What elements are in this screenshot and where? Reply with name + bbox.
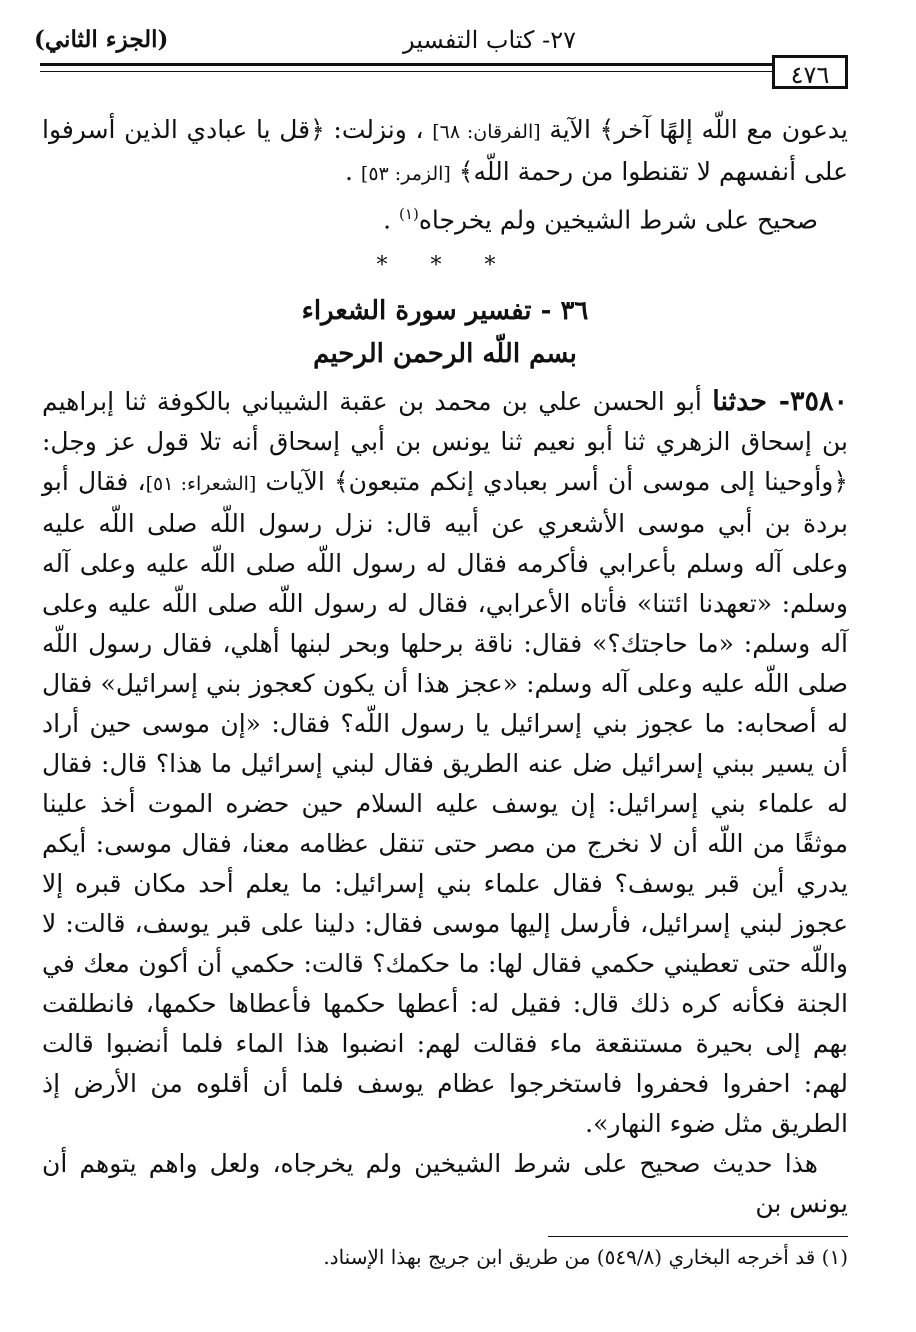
text-segment: يدعون مع اللّه إلهًا آخر﴾ الآية	[540, 115, 848, 144]
closing-paragraph: هذا حديث صحيح على شرط الشيخين ولم يخرجاه، ولعل واهم يتوهم أن يونس بن	[42, 1149, 848, 1219]
page-header	[30, 26, 876, 66]
paragraph-continuation	[42, 110, 848, 194]
basmala: بسم اللّه الرحمن الرحيم	[313, 339, 577, 370]
text-segment: .	[345, 157, 353, 186]
page-number: ٤٧٦	[772, 55, 848, 89]
quran-reference: [الشعراء: ٥١]	[145, 473, 257, 496]
surah-heading: ٣٦ - تفسير سورة الشعراء	[301, 296, 589, 327]
quran-reference: [الفرقان: ٦٨]	[432, 121, 541, 143]
text-segment: .	[383, 205, 400, 235]
chapter-title: ٢٧- كتاب التفسير	[403, 26, 576, 54]
header-rule-thin	[40, 71, 804, 72]
hadith-number: ٣٥٨٠- حدثنا	[712, 386, 849, 418]
text-segment: ، فقال أبو بردة بن أبي موسى الأشعري عن أبيه قال: نزل رسول اللّه صلى اللّه عليه وعلى آله وسلم بأعرابي فأكرمه فقال له رسول اللّه صلى اللّه عليه وعلى آله وسلم: «تعهدنا ائتنا» فأتاه الأعرابي، فقال له رسول اللّه صلى اللّه عليه وعلى آله وسلم: «ما حاجتك؟» فقال: ناقة برحلها وبحر لبنها أهلي، فقال رسول اللّه صلى اللّه عليه وعلى آله وسلم: «عجز هذا أن يكون كعجوز بني إسرائيل» فقال له أصحابه: ما عجوز بني إسرائيل يا رسول اللّه؟ فقال: «إن موسى حين أراد أن يسير ببني إسرائيل ضل عنه الطريق فقال لبني إسرائيل ما هذا؟ قال: فقال له علماء بني إسرائيل: إن يوسف عليه السلام حين حضره الموت أخذ علينا موثقًا من اللّه أن لا نخرج من مصر حتى تنقل عظامه معنا، فقال موسى: أيكم يدري أين قبر يوسف؟ فقال علماء بني إسرائيل: ما يعلم أحد مكان قبره إلا عجوز لبني إسرائيل، فأرسل إليها موسى فقال: دلينا على قبر يوسف، قالت: لا واللّه حتى تعطيني حكمي فقال لها: ما حكمك؟ قالت: حكمي أن أكون معك في الجنة فكأنه كره ذلك قال: فقيل له: أعطها حكمها فأعطاها حكمها، فانطلقت بهم إلى بحيرة مستنقعة ماء فقالت لهم: انضبوا هذا الماء فلما أنضبوا قالت لهم: احفروا فحفروا فاستخرجوا عظام يوسف فلما أن أقلوه من الأرض إذ الطريق مثل ضوء النهار».	[42, 467, 848, 1139]
section-separator: * * *	[376, 253, 514, 279]
part-label: (الجزء الثاني)	[34, 26, 169, 53]
footnote: (١) قد أخرجه البخاري (٥٤٩/٨) من طريق ابن جريج بهذا الإسناد.	[323, 1245, 848, 1269]
footnote-rule	[548, 1236, 848, 1237]
header-rule	[40, 63, 804, 66]
grading-note	[42, 194, 848, 240]
text-segment: صحيح على شرط الشيخين ولم يخرجاه	[418, 205, 818, 235]
main-text	[42, 110, 848, 1224]
hadith-paragraph	[42, 382, 848, 1144]
quran-reference: [الزمر: ٥٣]	[360, 163, 451, 185]
footnote-marker: (١)	[399, 205, 419, 223]
text-segment: أبو الحسن علي بن محمد بن عقبة الشيباني بالكوفة ثنا إبراهيم بن إسحاق الزهري ثنا أبو نعيم ثنا يونس بن أبي إسحاق أنه تلا قول عز وجل: ﴿وأوحينا إلى موسى أن أسر بعبادي إنكم متبعون﴾ الآيات	[42, 387, 848, 497]
text-segment: ، ونزلت: ﴿قل يا عبادي الذين أسرفوا على أنفسهم لا تقنطوا من رحمة اللّه﴾	[42, 115, 848, 186]
